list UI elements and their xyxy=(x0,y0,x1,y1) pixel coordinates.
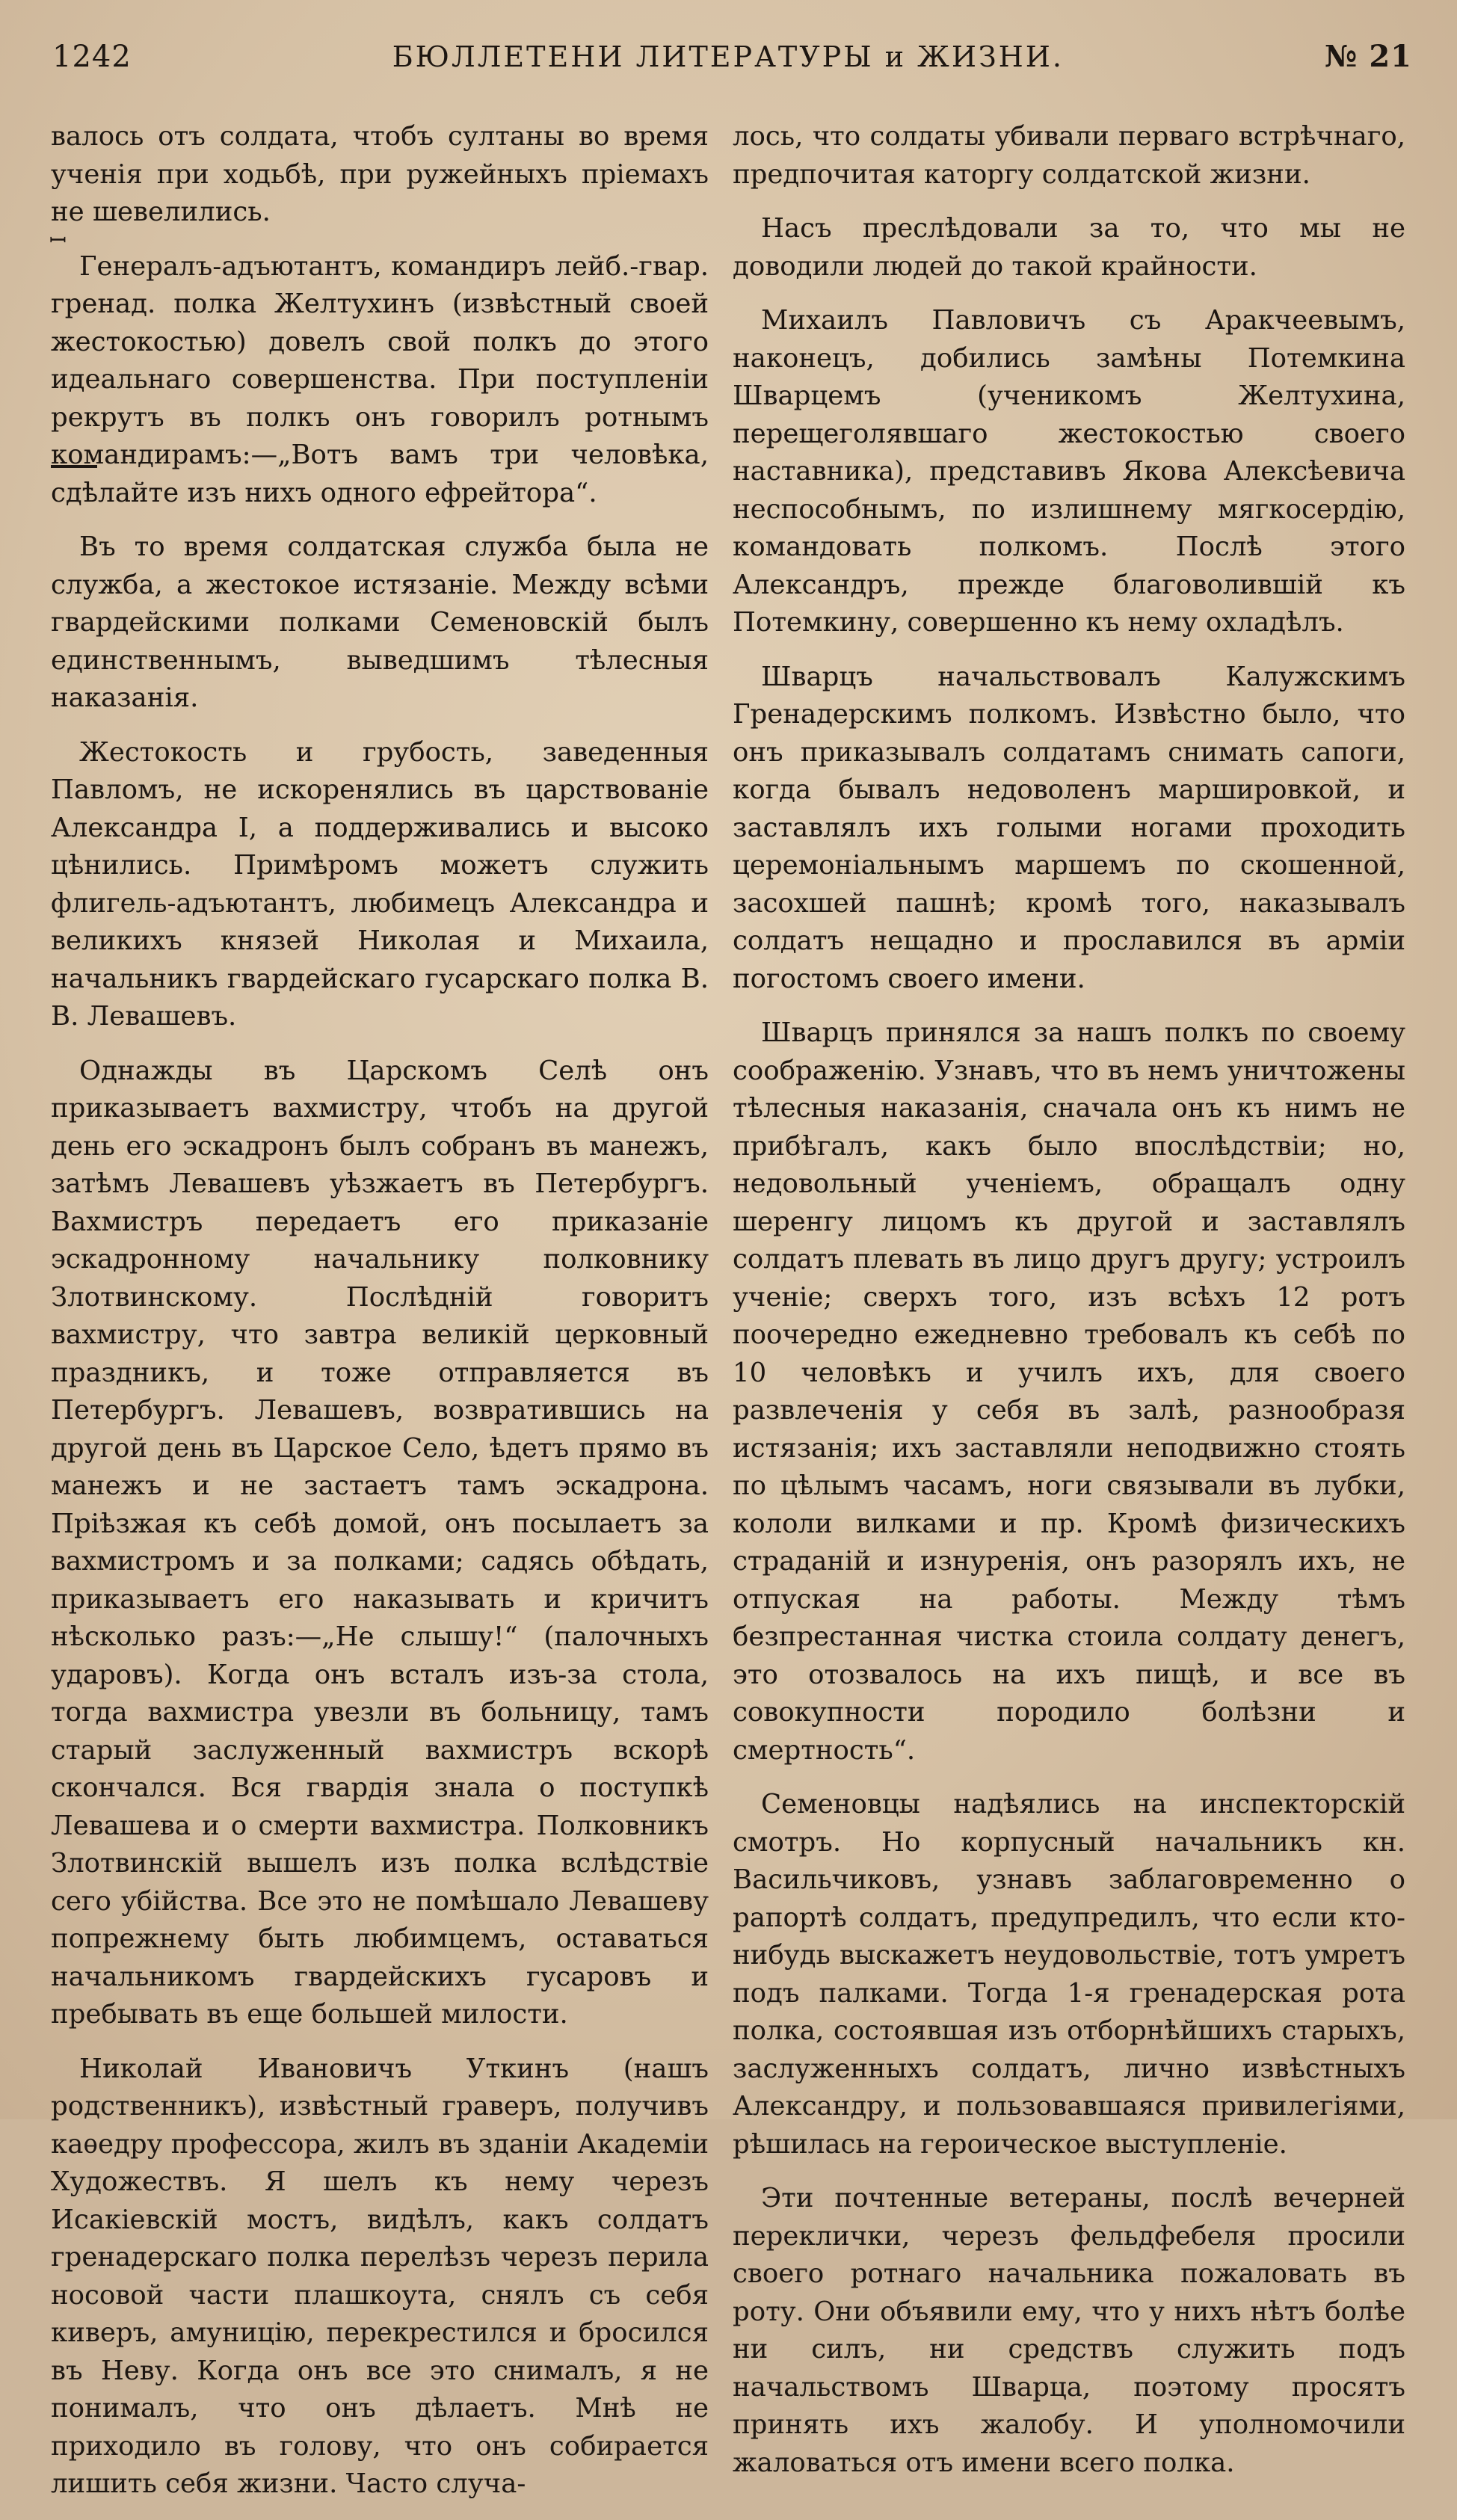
paragraph: Николай Ивановичъ Уткинъ (нашъ родственникъ), извѣстный граверъ, получивъ каѳедру профессора, жилъ въ зданіи Академіи Художествъ. Я шелъ къ нему черезъ Исакіевскій мостъ, видѣлъ, какъ солдатъ гренадерскаго полка перелѣзъ черезъ перила носовой части плашкоута, снялъ съ себя киверъ, амуницію, перекрестился и бросился въ Неву. Когда онъ все это снималъ, я не понималъ, что онъ дѣлаетъ. Мнѣ не приходило въ голову, что онъ собирается лишить себя жизни. Часто случа- xyxy=(51,2053,709,2499)
paragraph: валось отъ солдата, чтобъ султаны во время ученія при ходьбѣ, при ружейныхъ пріемахъ не шевелились. xyxy=(51,121,709,227)
paragraph: Насъ преслѣдовали за то, что мы не доводили людей до такой крайности. xyxy=(733,213,1405,282)
issue-number: № 21 xyxy=(1324,39,1412,74)
paragraph: Жестокость и грубость, заведенныя Павломъ, не искоренялись въ царствованіе Александра I, а поддерживались и высоко цѣнились. Примѣромъ можетъ служить флигель-адъютантъ, любимецъ Александра и великихъ князей Николая и Михаила, начальникъ гвардейскаго гусарскаго полка В. В. Левашевъ. xyxy=(51,736,709,1032)
right-column xyxy=(733,118,1405,2498)
paragraph: Эти почтенные ветераны, послѣ вечерней переклички, черезъ фельдфебеля просили своего ротнаго начальника пожаловать въ роту. Они объявили ему, что у нихъ нѣтъ болѣе ни силъ, ни средствъ служить подъ начальствомъ Шварца, поэтому просятъ принять ихъ жалобу. И уполномочили жаловаться отъ имени всего полка. xyxy=(733,2183,1405,2478)
paragraph: лось, что солдаты убивали перваго встрѣчнаго, предпочитая каторгу солдатской жизни. xyxy=(733,121,1405,190)
margin-mark: ꟷ xyxy=(49,228,67,253)
paragraph: Шварцъ начальствовалъ Калужскимъ Гренадерскимъ полкомъ. Извѣстно было, что онъ приказывалъ солдатамъ снимать сапоги, когда бывалъ недоволенъ маршировкой, и заставлялъ ихъ голыми ногами проходить церемоніальнымъ маршемъ по скошенной, засохшей пашнѣ; кромѣ того, наказывалъ солдатъ нещадно и прославился въ арміи погостомъ своего имени. xyxy=(733,661,1405,994)
paragraph: Генералъ-адъютантъ, командиръ лейб.-гвар. гренад. полка Желтухинъ (извѣстный своей жестокостью) довелъ свой полкъ до этого идеальнаго совершенства. При поступленіи рекрутъ въ полкъ онъ говорилъ ротнымъ командирамъ:—„Вотъ вамъ три человѣка, сдѣлайте изъ нихъ одного ефрейтора“. xyxy=(51,250,709,508)
paragraph: Семеновцы надѣялись на инспекторскій смотръ. Но корпусный начальникъ кн. Васильчиковъ, узнавъ заблаговременно о рапортѣ солдатъ, предупредилъ, что если кто-нибудь выскажетъ неудовольствіе, тотъ умретъ подъ палками. Тогда 1-я гренадерская рота полка, состоявшая изъ отборнѣйшихъ старыхъ, заслуженныхъ солдатъ, лично извѣстныхъ Александру, и пользовавшаяся привилегіями, рѣшилась на героическое выступленіе. xyxy=(733,1789,1405,2160)
page-header xyxy=(52,39,1412,84)
paragraph: Въ то время солдатская служба была не служба, а жестокое истязаніе. Между всѣми гвардейскими полками Семеновскій былъ единственнымъ, выведшимъ тѣлесныя наказанія. xyxy=(51,532,709,713)
paragraph: Однажды въ Царскомъ Селѣ онъ приказываетъ вахмистру, чтобъ на другой день его эскадронъ былъ собранъ въ манежъ, затѣмъ Левашевъ уѣзжаетъ въ Петербургъ. Вахмистръ передаетъ его приказаніе эскадронному начальнику полковнику Злотвинскому. Послѣдній говоритъ вахмистру, что завтра великій церковный праздникъ, и тоже отправляется въ Петербургъ. Левашевъ, возвратившись на другой день въ Царское Село, ѣдетъ прямо въ манежъ и не застаетъ тамъ эскадрона. Пріѣзжая къ себѣ домой, онъ посылаетъ за вахмистромъ и за полками; садясь обѣдать, приказываетъ его наказывать и кричитъ нѣсколько разъ:—„Не слышу!“ (палочныхъ ударовъ). Когда онъ всталъ изъ-за стола, тогда вахмистра увезли въ больницу, тамъ старый заслуженный вахмистръ вскорѣ скончался. Вся гвардія знала о поступкѣ Левашева и о смерти вахмистра. Полковникъ Злотвинскій вышелъ изъ полка вслѣдствіе сего убійства. Все это не помѣшало Левашеву попрежнему быть любимцемъ, оставаться начальникомъ гвардейскихъ гусаровъ и пребывать въ еще большей милости. xyxy=(51,1055,709,2030)
page-number: 1242 xyxy=(52,40,132,74)
left-column xyxy=(51,118,709,2520)
paragraph: Шварцъ принялся за нашъ полкъ по своему соображенію. Узнавъ, что въ немъ уничтожены тѣлесныя наказанія, сначала онъ къ нимъ не прибѣгалъ, какъ было впослѣдствіи; но, недовольный ученіемъ, обращалъ одну шеренгу лицомъ къ другой и заставлялъ солдатъ плевать въ лицо другъ другу; устроилъ ученіе; сверхъ того, изъ всѣхъ 12 ротъ поочередно ежедневно требовалъ къ себѣ по 10 человѣкъ и училъ ихъ, для своего развлеченія у себя въ залѣ, разнообразя истязанія; ихъ заставляли неподвижно стоять по цѣлымъ часамъ, ноги связывали въ лубки, кололи вилками и пр. Кромѣ физическихъ страданій и изнуренія, онъ разорялъ ихъ, не отпуская на работы. Между тѣмъ безпрестанная чистка стоила солдату денегъ, это отозвалось на ихъ пищѣ, и все въ совокупности породило болѣзни и смертность“. xyxy=(733,1017,1405,1766)
paragraph: Михаилъ Павловичъ съ Аракчеевымъ, наконецъ, добились замѣны Потемкина Шварцемъ (ученикомъ Желтухина, перещеголявшаго жестокостью своего наставника), представивъ Якова Алексѣевича неспособнымъ, по излишнему мягкосердію, командовать полкомъ. Послѣ этого Александръ, прежде благоволившій къ Потемкину, совершенно къ нему охладѣлъ. xyxy=(733,305,1405,638)
publication-title: БЮЛЛЕТЕНИ ЛИТЕРАТУРЫ и ЖИЗНИ. xyxy=(392,40,1064,73)
